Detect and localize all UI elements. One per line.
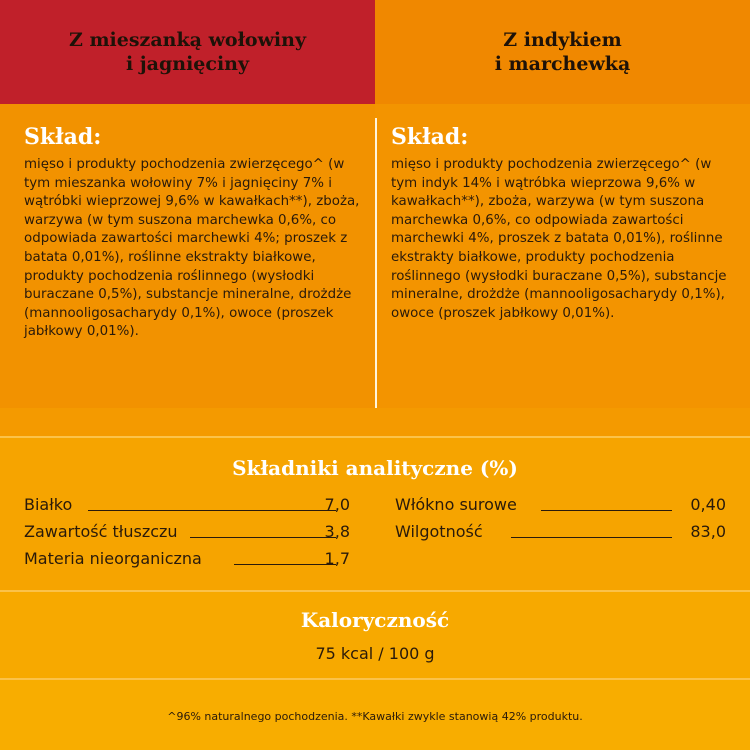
analytical-label: Włókno surowe xyxy=(395,495,517,514)
header-right-line1: Z indykiem xyxy=(503,29,622,51)
analytical-section xyxy=(0,438,750,592)
composition-right-text: mięso i produkty pochodzenia zwierzęcego^ (w tym indyk 14% i wątróbka wieprzowa 9,6% w kawałkach**), zboża, warzywa (w tym suszona marchewka 0,6%, co odpowiada zawartości marchewki 4%, proszek z batata 0,01%), roślinne ekstrakty białkowe, produkty pochodzenia roślinnego (wysłodki buraczane 0,5%), substancje mineralne, drożdże (mannooligosacharydy 0,1%), owoce (proszek jabłkowy 0,01%). xyxy=(391,157,727,321)
analytical-row xyxy=(395,494,726,516)
spacer-band xyxy=(0,408,750,438)
calories-title: Kaloryczność xyxy=(300,608,450,632)
analytical-value: 7,0 xyxy=(324,495,350,514)
leader-line xyxy=(511,537,672,538)
analytical-row xyxy=(24,521,350,543)
analytical-value: 3,8 xyxy=(324,522,350,541)
composition-left-title: Skład: xyxy=(24,124,102,150)
analytical-value: 0,40 xyxy=(690,495,726,514)
analytical-label: Materia nieorganiczna xyxy=(24,549,202,568)
composition-right-title: Skład: xyxy=(391,124,469,150)
analytical-value: 83,0 xyxy=(690,522,726,541)
analytical-value: 1,7 xyxy=(324,549,350,568)
leader-line xyxy=(190,537,336,538)
header-beef-lamb xyxy=(0,0,375,104)
leader-line xyxy=(88,510,336,511)
analytical-title: Składniki analityczne (%) xyxy=(232,456,518,480)
calories-value: 75 kcal / 100 g xyxy=(315,644,435,663)
analytical-row xyxy=(24,494,350,516)
header-left-line2: i jagnięciny xyxy=(125,53,250,75)
leader-line xyxy=(541,510,672,511)
analytical-label: Zawartość tłuszczu xyxy=(24,522,178,541)
leader-line xyxy=(234,564,336,565)
composition-left-text: mięso i produkty pochodzenia zwierzęcego^ (w tym mieszanka wołowiny 7% i jagnięciny 7% i wątróbki wieprzowej 9,6% w kawałkach**), zboża, warzywa (w tym suszona marchewka 0,6%, co odpowiada zawartości marchewki 4%; proszek z batata 0,01%), roślinne ekstrakty białkowe, produkty pochodzenia roślinnego (wysłodki buraczane 0,5%), substancje mineralne, drożdże (mannooligosacharydy 0,1%), owoce (proszek jabłkowy 0,01%). xyxy=(24,157,360,340)
analytical-row xyxy=(395,521,726,543)
analytical-label: Białko xyxy=(24,495,73,514)
header-turkey-carrot xyxy=(375,0,750,104)
analytical-row xyxy=(24,548,350,570)
composition-left xyxy=(0,104,375,408)
footnote-section xyxy=(0,680,750,750)
calories-section xyxy=(0,592,750,680)
analytical-label: Wilgotność xyxy=(395,522,483,541)
header-right-line2: i marchewką xyxy=(494,53,631,75)
footnote-text: ^96% naturalnego pochodzenia. **Kawałki zwykle stanowią 42% produktu. xyxy=(167,710,583,723)
composition-right xyxy=(375,104,750,408)
column-divider xyxy=(375,118,377,408)
header-left-line1: Z mieszanką wołowiny xyxy=(68,29,307,51)
